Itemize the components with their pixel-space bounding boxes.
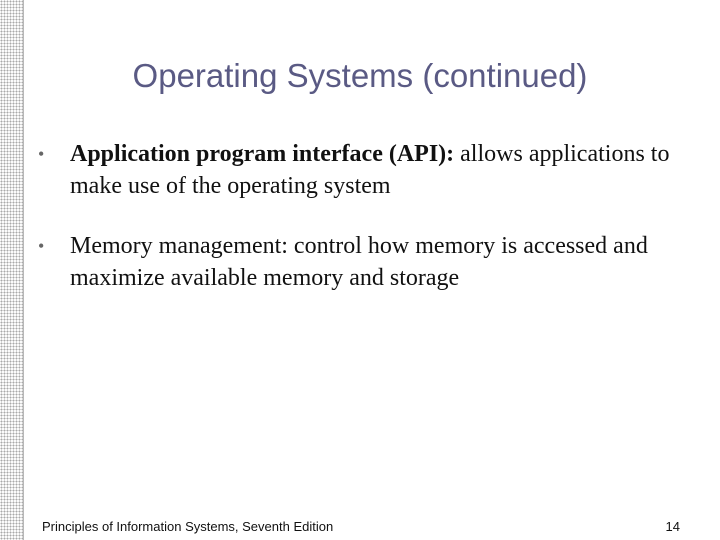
api-description: allows applications to make use of the operating system [70, 141, 670, 199]
bullet-api [38, 138, 678, 202]
decorative-side-pattern [0, 0, 23, 540]
memory-management-text: Memory management: control how memory is accessed and maximize available memory and storage [70, 233, 648, 291]
side-divider-line [23, 0, 24, 540]
bullet-api-text [70, 138, 678, 202]
api-term: Application program interface (API): [70, 141, 455, 167]
page-number: 14 [665, 519, 680, 534]
footer-source: Principles of Information Systems, Seventh Edition [42, 519, 334, 534]
bullet-symbol: • [38, 236, 45, 256]
slide-title: Operating Systems (continued) [132, 57, 588, 94]
bullet-symbol: • [38, 144, 45, 164]
bullet-memory-management [38, 230, 678, 294]
